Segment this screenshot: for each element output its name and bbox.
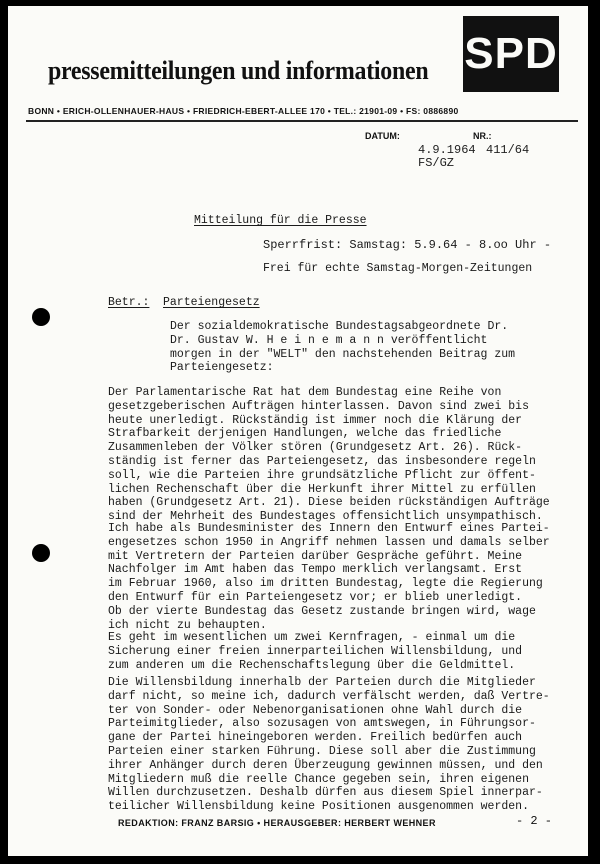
body-line: ihrer Anhänger durch deren Überzeugung gewinnen müssen, und den bbox=[108, 758, 543, 772]
body-line: Zusammenleben der Völker stören (Grundgesetz Art. 26). Rück- bbox=[108, 441, 523, 455]
intro-line: Parteiengesetz: bbox=[170, 361, 274, 375]
body-line: sind der Mehrheit des Bundestages offensichtlich unsympathisch. bbox=[108, 510, 543, 524]
body-line: gesetzgeberischen Aufträgen hinterlassen. Davon sind zwei bis bbox=[108, 399, 529, 413]
body-line: Der Parlamentarische Rat hat dem Bundestag eine Reihe von bbox=[108, 386, 502, 399]
body-line: mit Vertretern der Parteien darüber Gespräche geführt. Meine bbox=[108, 549, 523, 563]
nr-label: NR.: bbox=[473, 131, 492, 141]
document-page bbox=[8, 6, 588, 856]
body-line: den Entwurf für ein Parteiengesetz vor; er blieb unerledigt. bbox=[108, 590, 523, 604]
body-line: ständig ist ferner das Parteiengesetz, das insbesondere regeln bbox=[108, 454, 536, 468]
notice-heading: Mitteilung für die Presse bbox=[194, 214, 367, 227]
body-line: Ich habe als Bundesminister des Innern den Entwurf eines Partei- bbox=[108, 522, 550, 535]
punch-hole-bottom bbox=[32, 544, 50, 562]
document-initials: FS/GZ bbox=[418, 156, 455, 170]
body-paragraph-3 bbox=[108, 631, 568, 672]
subject-value: Parteiengesetz bbox=[163, 296, 260, 309]
page-number: - 2 - bbox=[516, 814, 553, 828]
masthead-title: pressemitteilungen und informationen bbox=[48, 56, 429, 85]
body-line: engesetzes schon 1950 in Angriff nehmen lassen und damals selber bbox=[108, 535, 550, 549]
body-line: zum anderen um die Rechenschaftslegung über die Geldmittel. bbox=[108, 658, 516, 672]
body-line: Parteien einer starken Führung. Diese soll aber die Zustimmung bbox=[108, 744, 536, 758]
body-line: Ob der vierte Bundestag das Gesetz zustande bringen wird, wage bbox=[108, 604, 536, 618]
embargo-line: Sperrfrist: Samstag: 5.9.64 - 8.oo Uhr - bbox=[263, 238, 552, 252]
subject-label: Betr.: bbox=[108, 296, 150, 309]
footer-credits: REDAKTION: FRANZ BARSIG • HERAUSGEBER: HERBERT WEHNER bbox=[118, 818, 436, 828]
release-line: Frei für echte Samstag-Morgen-Zeitungen bbox=[263, 262, 533, 275]
intro-paragraph bbox=[170, 320, 570, 375]
header-rule bbox=[26, 120, 578, 122]
body-line: gane der Partei hineingeboren werden. Freilich bedürfen auch bbox=[108, 731, 523, 745]
body-line: soll, wie die Parteien ihre grundsätzliche Pflicht zur öffent- bbox=[108, 468, 536, 482]
body-line: Parteimitglieder, also sozusagen von amtswegen, in Führungsor- bbox=[108, 717, 536, 731]
body-line: Willen durchzusetzen. Deshalb dürfen aus diesem Spiel innerpar- bbox=[108, 786, 543, 800]
body-line: im Februar 1960, also im dritten Bundestag, legte die Regierung bbox=[108, 577, 543, 591]
punch-hole-top bbox=[32, 308, 50, 326]
body-line: teilicher Willensbildung keine Positionen ausgenommen werden. bbox=[108, 800, 529, 814]
body-line: heute unerledigt. Rückständig ist immer noch die Klärung der bbox=[108, 413, 523, 427]
intro-line: Der sozialdemokratische Bundestagsabgeordnete Dr. bbox=[170, 320, 509, 333]
body-line: Es geht im wesentlichen um zwei Kernfragen, - einmal um die bbox=[108, 631, 516, 644]
body-line: ich nicht zu behaupten. bbox=[108, 618, 267, 632]
body-line: Die Willensbildung innerhalb der Parteien durch die Mitglieder bbox=[108, 676, 536, 689]
body-line: ter von Sonder- oder Nebenorganisationen ohne Wahl durch die bbox=[108, 703, 523, 717]
body-line: darf nicht, so meine ich, dadurch verfälscht werden, daß Vertre- bbox=[108, 689, 550, 703]
datum-label: DATUM: bbox=[365, 131, 400, 141]
intro-line: Dr. Gustav W. H e i n e m a n n veröffentlicht bbox=[170, 333, 488, 347]
spd-logo: SPD bbox=[463, 16, 559, 92]
body-line: Strafbarkeit derjenigen Handlungen, welche das friedliche bbox=[108, 427, 502, 441]
body-line: haben (Grundgesetz Art. 21). Diese beiden rückständigen Aufträge bbox=[108, 496, 550, 510]
body-line: lichen Rechenschaft über die Herkunft ihrer Mittel zu erfüllen bbox=[108, 482, 536, 496]
intro-line: morgen in der "WELT" den nachstehenden Beitrag zum bbox=[170, 347, 516, 361]
body-paragraph-1 bbox=[108, 386, 568, 524]
body-line: Mitgliedern muß die reelle Chance gegeben sein, ihren eigenen bbox=[108, 772, 529, 786]
address-line: BONN • ERICH-OLLENHAUER-HAUS • FRIEDRICH-EBERT-ALLEE 170 • TEL.: 21901-09 • FS: 0886890 bbox=[28, 106, 459, 116]
body-line: Sicherung einer freien innerparteilichen Willensbildung, und bbox=[108, 644, 523, 658]
document-number: 411/64 bbox=[486, 143, 530, 157]
body-paragraph-2 bbox=[108, 522, 568, 632]
body-paragraph-4 bbox=[108, 676, 568, 814]
document-date: 4.9.1964 bbox=[418, 143, 476, 157]
body-line: Nachfolger im Amt haben das Tempo merklich verlangsamt. Erst bbox=[108, 563, 523, 577]
